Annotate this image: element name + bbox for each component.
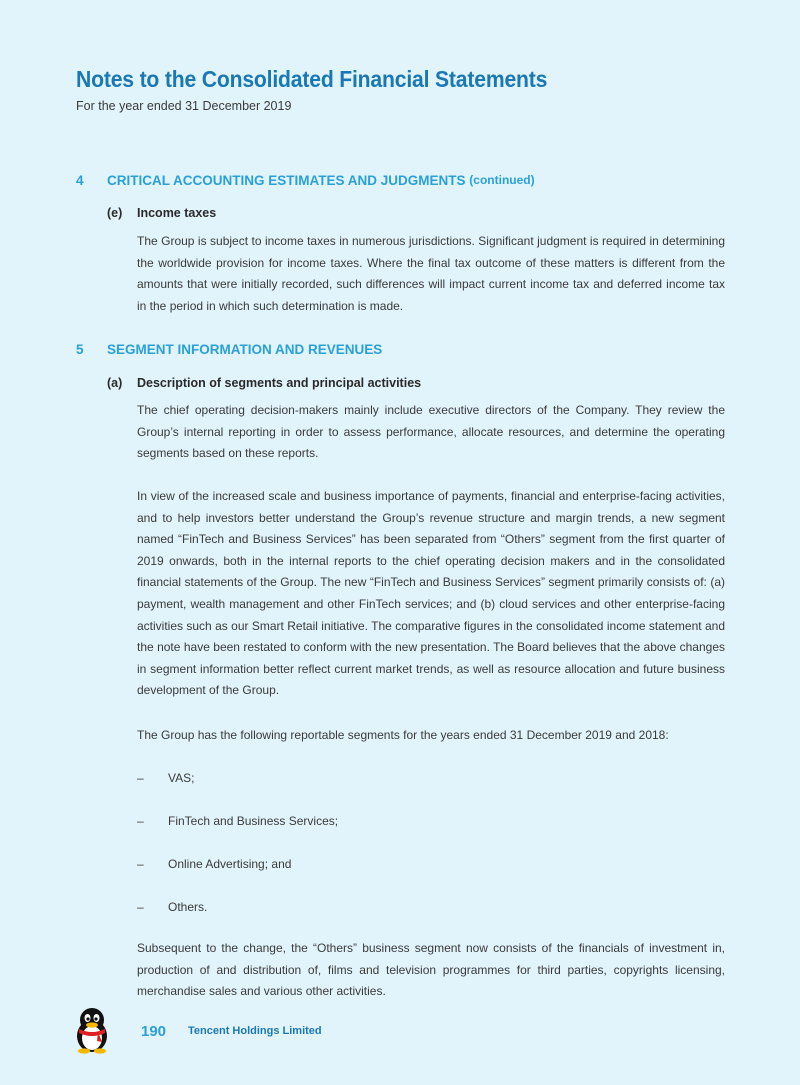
subsection-title: Income taxes (137, 206, 217, 220)
bullet-text: Online Advertising; and (168, 857, 292, 871)
segments-paragraph-1: The chief operating decision-makers mainly include executive directors of the Company. They review the Group’s internal reporting in order to assess performance, allocate resources, and determine the operating segments based on these reports. (137, 403, 725, 461)
subsection-e-heading (107, 206, 216, 220)
list-item (137, 814, 338, 828)
bullet-dash: – (137, 900, 144, 914)
page-number: 190 (141, 1023, 167, 1040)
list-item (137, 771, 194, 785)
page-subtitle: For the year ended 31 December 2019 (76, 99, 292, 113)
company-name: Tencent Holdings Limited (188, 1025, 322, 1037)
subsection-letter: (a) (107, 376, 123, 390)
list-item (137, 900, 207, 914)
section-title: CRITICAL ACCOUNTING ESTIMATES AND JUDGMENTS (107, 173, 466, 188)
segments-paragraph-3: The Group has the following reportable segments for the years ended 31 December 2019 and 2018: (137, 728, 669, 742)
bullet-dash: – (137, 814, 144, 828)
section-5-heading (76, 342, 382, 357)
segments-paragraph-2: In view of the increased scale and business importance of payments, financial and enterprise-facing activities, and to help investors better understand the Group’s revenue structure and margin trends, a new segment named “FinTech and Business Services” has been separated from “Others” segment from the first quarter of 2019 onwards, both in the internal reports to the chief operating decision makers and in the consolidated financial statements of the Group. The new “FinTech and Business Services” segment primarily consists of: (a) payment, wealth management and other FinTech services; and (b) cloud services and other enterprise-facing activities such as our Smart Retail initiative. The comparative figures in the consolidated income statement and the note have been restated to conform with the new presentation. The Board believes that the above changes in segment information better reflect current market trends, as well as resource allocation and future business development of the Group. (137, 489, 725, 698)
subsection-a-heading (107, 376, 421, 390)
income-taxes-paragraph: The Group is subject to income taxes in numerous jurisdictions. Significant judgment is required in determining the worldwide provision for income taxes. Where the final tax outcome of these matters is different from the amounts that were initially recorded, such differences will impact current income tax and deferred income tax in the period in which such determination is made. (137, 234, 725, 313)
section-4-heading (76, 173, 535, 188)
bullet-dash: – (137, 771, 144, 785)
bullet-text: FinTech and Business Services; (168, 814, 339, 828)
page-title: Notes to the Consolidated Financial Statements (76, 66, 548, 92)
bullet-text: VAS; (168, 771, 195, 785)
segments-paragraph-4: Subsequent to the change, the “Others” business segment now consists of the financials of investment in, production of and distribution of, films and television programmes for third parties, copyrights licensing, merchandise sales and various other activities. (137, 941, 725, 999)
section-title: SEGMENT INFORMATION AND REVENUES (107, 342, 383, 357)
continued-label: (continued) (469, 173, 535, 187)
penguin-logo-icon (72, 1006, 112, 1054)
subsection-title: Description of segments and principal activities (137, 376, 422, 390)
bullet-dash: – (137, 857, 144, 871)
bullet-text: Others. (168, 900, 208, 914)
list-item (137, 857, 291, 871)
section-number: 5 (76, 342, 84, 357)
section-number: 4 (76, 173, 84, 188)
subsection-letter: (e) (107, 206, 123, 220)
